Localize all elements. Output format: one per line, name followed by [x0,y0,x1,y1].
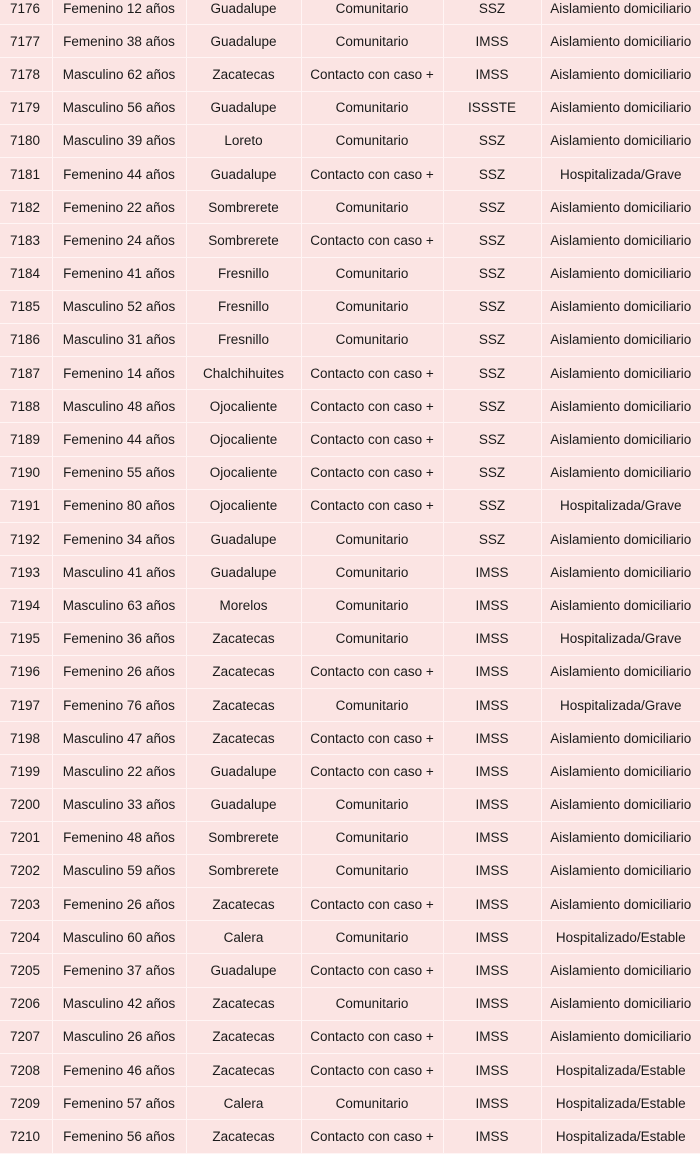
sex-age-cell: Femenino 41 años [52,257,186,290]
transmission-cell: Comunitario [301,323,443,356]
transmission-cell: Comunitario [301,191,443,224]
table-row [0,1054,700,1087]
municipality-cell: Sombrerete [186,191,301,224]
municipality-cell: Zacatecas [186,58,301,91]
institution-cell: IMSS [443,788,541,821]
sex-age-cell: Femenino 76 años [52,688,186,721]
institution-cell: SSZ [443,191,541,224]
table-row [0,423,700,456]
institution-cell: SSZ [443,157,541,190]
institution-cell: SSZ [443,224,541,257]
table-row [0,456,700,489]
status-cell: Aislamiento domiciliario [541,755,700,788]
institution-cell: IMSS [443,921,541,954]
municipality-cell: Zacatecas [186,888,301,921]
status-cell: Aislamiento domiciliario [541,357,700,390]
sex-age-cell: Masculino 33 años [52,788,186,821]
municipality-cell: Sombrerete [186,224,301,257]
municipality-cell: Ojocaliente [186,423,301,456]
sex-age-cell: Masculino 39 años [52,124,186,157]
status-cell: Hospitalizada/Estable [541,1054,700,1087]
case-number-cell: 7178 [0,58,52,91]
transmission-cell: Comunitario [301,1087,443,1120]
status-cell: Aislamiento domiciliario [541,423,700,456]
status-cell: Aislamiento domiciliario [541,655,700,688]
table-row [0,987,700,1020]
sex-age-cell: Femenino 34 años [52,523,186,556]
case-number-cell: 7185 [0,290,52,323]
status-cell: Hospitalizada/Grave [541,622,700,655]
institution-cell: SSZ [443,0,541,25]
status-cell: Aislamiento domiciliario [541,788,700,821]
status-cell: Aislamiento domiciliario [541,854,700,887]
case-number-cell: 7203 [0,888,52,921]
case-number-cell: 7182 [0,191,52,224]
status-cell: Aislamiento domiciliario [541,722,700,755]
status-cell: Aislamiento domiciliario [541,1020,700,1053]
sex-age-cell: Masculino 56 años [52,91,186,124]
case-number-cell: 7201 [0,821,52,854]
municipality-cell: Chalchihuites [186,357,301,390]
table-row [0,124,700,157]
case-number-cell: 7189 [0,423,52,456]
status-cell: Aislamiento domiciliario [541,987,700,1020]
transmission-cell: Contacto con caso + [301,755,443,788]
sex-age-cell: Femenino 46 años [52,1054,186,1087]
status-cell: Aislamiento domiciliario [541,556,700,589]
case-number-cell: 7179 [0,91,52,124]
municipality-cell: Guadalupe [186,0,301,25]
institution-cell: IMSS [443,622,541,655]
municipality-cell: Ojocaliente [186,456,301,489]
sex-age-cell: Masculino 47 años [52,722,186,755]
institution-cell: IMSS [443,58,541,91]
status-cell: Aislamiento domiciliario [541,589,700,622]
municipality-cell: Ojocaliente [186,390,301,423]
sex-age-cell: Masculino 31 años [52,323,186,356]
case-number-cell: 7177 [0,25,52,58]
institution-cell: SSZ [443,257,541,290]
case-number-cell: 7206 [0,987,52,1020]
table-row [0,888,700,921]
table-row [0,390,700,423]
sex-age-cell: Masculino 48 años [52,390,186,423]
case-number-cell: 7191 [0,489,52,522]
table-row [0,523,700,556]
institution-cell: IMSS [443,1020,541,1053]
transmission-cell: Comunitario [301,854,443,887]
transmission-cell: Comunitario [301,921,443,954]
status-cell: Aislamiento domiciliario [541,191,700,224]
transmission-cell: Comunitario [301,788,443,821]
sex-age-cell: Masculino 41 años [52,556,186,589]
status-cell: Aislamiento domiciliario [541,523,700,556]
table-row [0,290,700,323]
transmission-cell: Contacto con caso + [301,58,443,91]
table-row [0,1120,700,1153]
sex-age-cell: Masculino 60 años [52,921,186,954]
table-row [0,755,700,788]
status-cell: Aislamiento domiciliario [541,91,700,124]
table-row [0,224,700,257]
sex-age-cell: Femenino 55 años [52,456,186,489]
institution-cell: IMSS [443,854,541,887]
status-cell: Aislamiento domiciliario [541,25,700,58]
municipality-cell: Fresnillo [186,290,301,323]
municipality-cell: Guadalupe [186,556,301,589]
transmission-cell: Comunitario [301,589,443,622]
table-row [0,257,700,290]
case-number-cell: 7190 [0,456,52,489]
municipality-cell: Fresnillo [186,323,301,356]
municipality-cell: Fresnillo [186,257,301,290]
case-number-cell: 7180 [0,124,52,157]
institution-cell: SSZ [443,323,541,356]
sex-age-cell: Femenino 37 años [52,954,186,987]
municipality-cell: Guadalupe [186,523,301,556]
transmission-cell: Contacto con caso + [301,489,443,522]
table-row [0,622,700,655]
institution-cell: IMSS [443,888,541,921]
municipality-cell: Zacatecas [186,1054,301,1087]
sex-age-cell: Femenino 56 años [52,1120,186,1153]
table-row [0,91,700,124]
status-cell: Aislamiento domiciliario [541,58,700,91]
table-row [0,58,700,91]
table-row [0,0,700,25]
transmission-cell: Comunitario [301,987,443,1020]
sex-age-cell: Masculino 52 años [52,290,186,323]
case-number-cell: 7187 [0,357,52,390]
status-cell: Aislamiento domiciliario [541,224,700,257]
institution-cell: IMSS [443,589,541,622]
sex-age-cell: Femenino 22 años [52,191,186,224]
transmission-cell: Comunitario [301,622,443,655]
municipality-cell: Guadalupe [186,788,301,821]
status-cell: Aislamiento domiciliario [541,290,700,323]
municipality-cell: Guadalupe [186,91,301,124]
status-cell: Aislamiento domiciliario [541,954,700,987]
case-number-cell: 7184 [0,257,52,290]
municipality-cell: Zacatecas [186,987,301,1020]
municipality-cell: Zacatecas [186,688,301,721]
municipality-cell: Zacatecas [186,622,301,655]
transmission-cell: Contacto con caso + [301,1020,443,1053]
municipality-cell: Guadalupe [186,954,301,987]
status-cell: Hospitalizada/Grave [541,157,700,190]
sex-age-cell: Femenino 26 años [52,655,186,688]
case-number-cell: 7204 [0,921,52,954]
table-row [0,556,700,589]
transmission-cell: Contacto con caso + [301,1054,443,1087]
table-row [0,954,700,987]
case-number-cell: 7205 [0,954,52,987]
sex-age-cell: Femenino 26 años [52,888,186,921]
institution-cell: IMSS [443,1087,541,1120]
sex-age-cell: Femenino 44 años [52,423,186,456]
sex-age-cell: Femenino 14 años [52,357,186,390]
case-number-cell: 7200 [0,788,52,821]
institution-cell: IMSS [443,1054,541,1087]
case-number-cell: 7199 [0,755,52,788]
transmission-cell: Contacto con caso + [301,655,443,688]
transmission-cell: Contacto con caso + [301,157,443,190]
case-number-cell: 7194 [0,589,52,622]
status-cell: Aislamiento domiciliario [541,124,700,157]
sex-age-cell: Masculino 26 años [52,1020,186,1053]
sex-age-cell: Masculino 42 años [52,987,186,1020]
table-row [0,821,700,854]
sex-age-cell: Femenino 57 años [52,1087,186,1120]
institution-cell: SSZ [443,357,541,390]
table-row [0,589,700,622]
sex-age-cell: Femenino 38 años [52,25,186,58]
table-row [0,157,700,190]
sex-age-cell: Masculino 22 años [52,755,186,788]
case-number-cell: 7183 [0,224,52,257]
status-cell: Aislamiento domiciliario [541,323,700,356]
table-row [0,191,700,224]
status-cell: Aislamiento domiciliario [541,456,700,489]
municipality-cell: Zacatecas [186,1120,301,1153]
transmission-cell: Comunitario [301,25,443,58]
table-row [0,655,700,688]
case-number-cell: 7198 [0,722,52,755]
institution-cell: IMSS [443,954,541,987]
institution-cell: SSZ [443,523,541,556]
transmission-cell: Comunitario [301,91,443,124]
institution-cell: IMSS [443,688,541,721]
institution-cell: IMSS [443,556,541,589]
case-number-cell: 7192 [0,523,52,556]
institution-cell: SSZ [443,390,541,423]
transmission-cell: Contacto con caso + [301,722,443,755]
institution-cell: IMSS [443,1120,541,1153]
transmission-cell: Comunitario [301,290,443,323]
status-cell: Hospitalizada/Grave [541,489,700,522]
status-cell: Hospitalizada/Grave [541,688,700,721]
transmission-cell: Comunitario [301,688,443,721]
transmission-cell: Contacto con caso + [301,954,443,987]
institution-cell: ISSSTE [443,91,541,124]
municipality-cell: Ojocaliente [186,489,301,522]
table-row [0,1087,700,1120]
municipality-cell: Calera [186,1087,301,1120]
sex-age-cell: Femenino 80 años [52,489,186,522]
case-number-cell: 7195 [0,622,52,655]
municipality-cell: Calera [186,921,301,954]
transmission-cell: Contacto con caso + [301,888,443,921]
case-number-cell: 7209 [0,1087,52,1120]
status-cell: Hospitalizada/Estable [541,1120,700,1153]
sex-age-cell: Masculino 63 años [52,589,186,622]
case-number-cell: 7188 [0,390,52,423]
municipality-cell: Sombrerete [186,854,301,887]
sex-age-cell: Femenino 36 años [52,622,186,655]
transmission-cell: Comunitario [301,257,443,290]
case-number-cell: 7197 [0,688,52,721]
status-cell: Hospitalizada/Estable [541,1087,700,1120]
institution-cell: IMSS [443,722,541,755]
case-number-cell: 7208 [0,1054,52,1087]
table-row [0,854,700,887]
case-number-cell: 7210 [0,1120,52,1153]
municipality-cell: Guadalupe [186,157,301,190]
table-row [0,688,700,721]
institution-cell: IMSS [443,987,541,1020]
institution-cell: IMSS [443,755,541,788]
transmission-cell: Contacto con caso + [301,1120,443,1153]
table-row [0,921,700,954]
municipality-cell: Morelos [186,589,301,622]
transmission-cell: Comunitario [301,556,443,589]
institution-cell: SSZ [443,456,541,489]
sex-age-cell: Femenino 24 años [52,224,186,257]
table-row [0,489,700,522]
municipality-cell: Loreto [186,124,301,157]
transmission-cell: Comunitario [301,0,443,25]
institution-cell: IMSS [443,821,541,854]
status-cell: Aislamiento domiciliario [541,257,700,290]
institution-cell: SSZ [443,124,541,157]
transmission-cell: Comunitario [301,124,443,157]
case-number-cell: 7202 [0,854,52,887]
case-number-cell: 7186 [0,323,52,356]
status-cell: Aislamiento domiciliario [541,390,700,423]
table-row [0,788,700,821]
transmission-cell: Comunitario [301,523,443,556]
table-row [0,722,700,755]
case-number-cell: 7176 [0,0,52,25]
case-number-cell: 7193 [0,556,52,589]
transmission-cell: Contacto con caso + [301,456,443,489]
status-cell: Aislamiento domiciliario [541,0,700,25]
municipality-cell: Zacatecas [186,655,301,688]
municipality-cell: Guadalupe [186,25,301,58]
sex-age-cell: Masculino 62 años [52,58,186,91]
municipality-cell: Guadalupe [186,755,301,788]
transmission-cell: Comunitario [301,821,443,854]
table-row [0,323,700,356]
table-row [0,357,700,390]
transmission-cell: Contacto con caso + [301,390,443,423]
institution-cell: SSZ [443,423,541,456]
institution-cell: IMSS [443,25,541,58]
sex-age-cell: Femenino 48 años [52,821,186,854]
transmission-cell: Contacto con caso + [301,224,443,257]
institution-cell: IMSS [443,655,541,688]
municipality-cell: Sombrerete [186,821,301,854]
table-row [0,25,700,58]
status-cell: Aislamiento domiciliario [541,821,700,854]
table-row [0,1020,700,1053]
status-cell: Hospitalizado/Estable [541,921,700,954]
case-number-cell: 7181 [0,157,52,190]
municipality-cell: Zacatecas [186,1020,301,1053]
transmission-cell: Contacto con caso + [301,423,443,456]
status-cell: Aislamiento domiciliario [541,888,700,921]
case-number-cell: 7196 [0,655,52,688]
transmission-cell: Contacto con caso + [301,357,443,390]
institution-cell: SSZ [443,489,541,522]
sex-age-cell: Masculino 59 años [52,854,186,887]
municipality-cell: Zacatecas [186,722,301,755]
institution-cell: SSZ [443,290,541,323]
sex-age-cell: Femenino 12 años [52,0,186,25]
case-number-cell: 7207 [0,1020,52,1053]
sex-age-cell: Femenino 44 años [52,157,186,190]
